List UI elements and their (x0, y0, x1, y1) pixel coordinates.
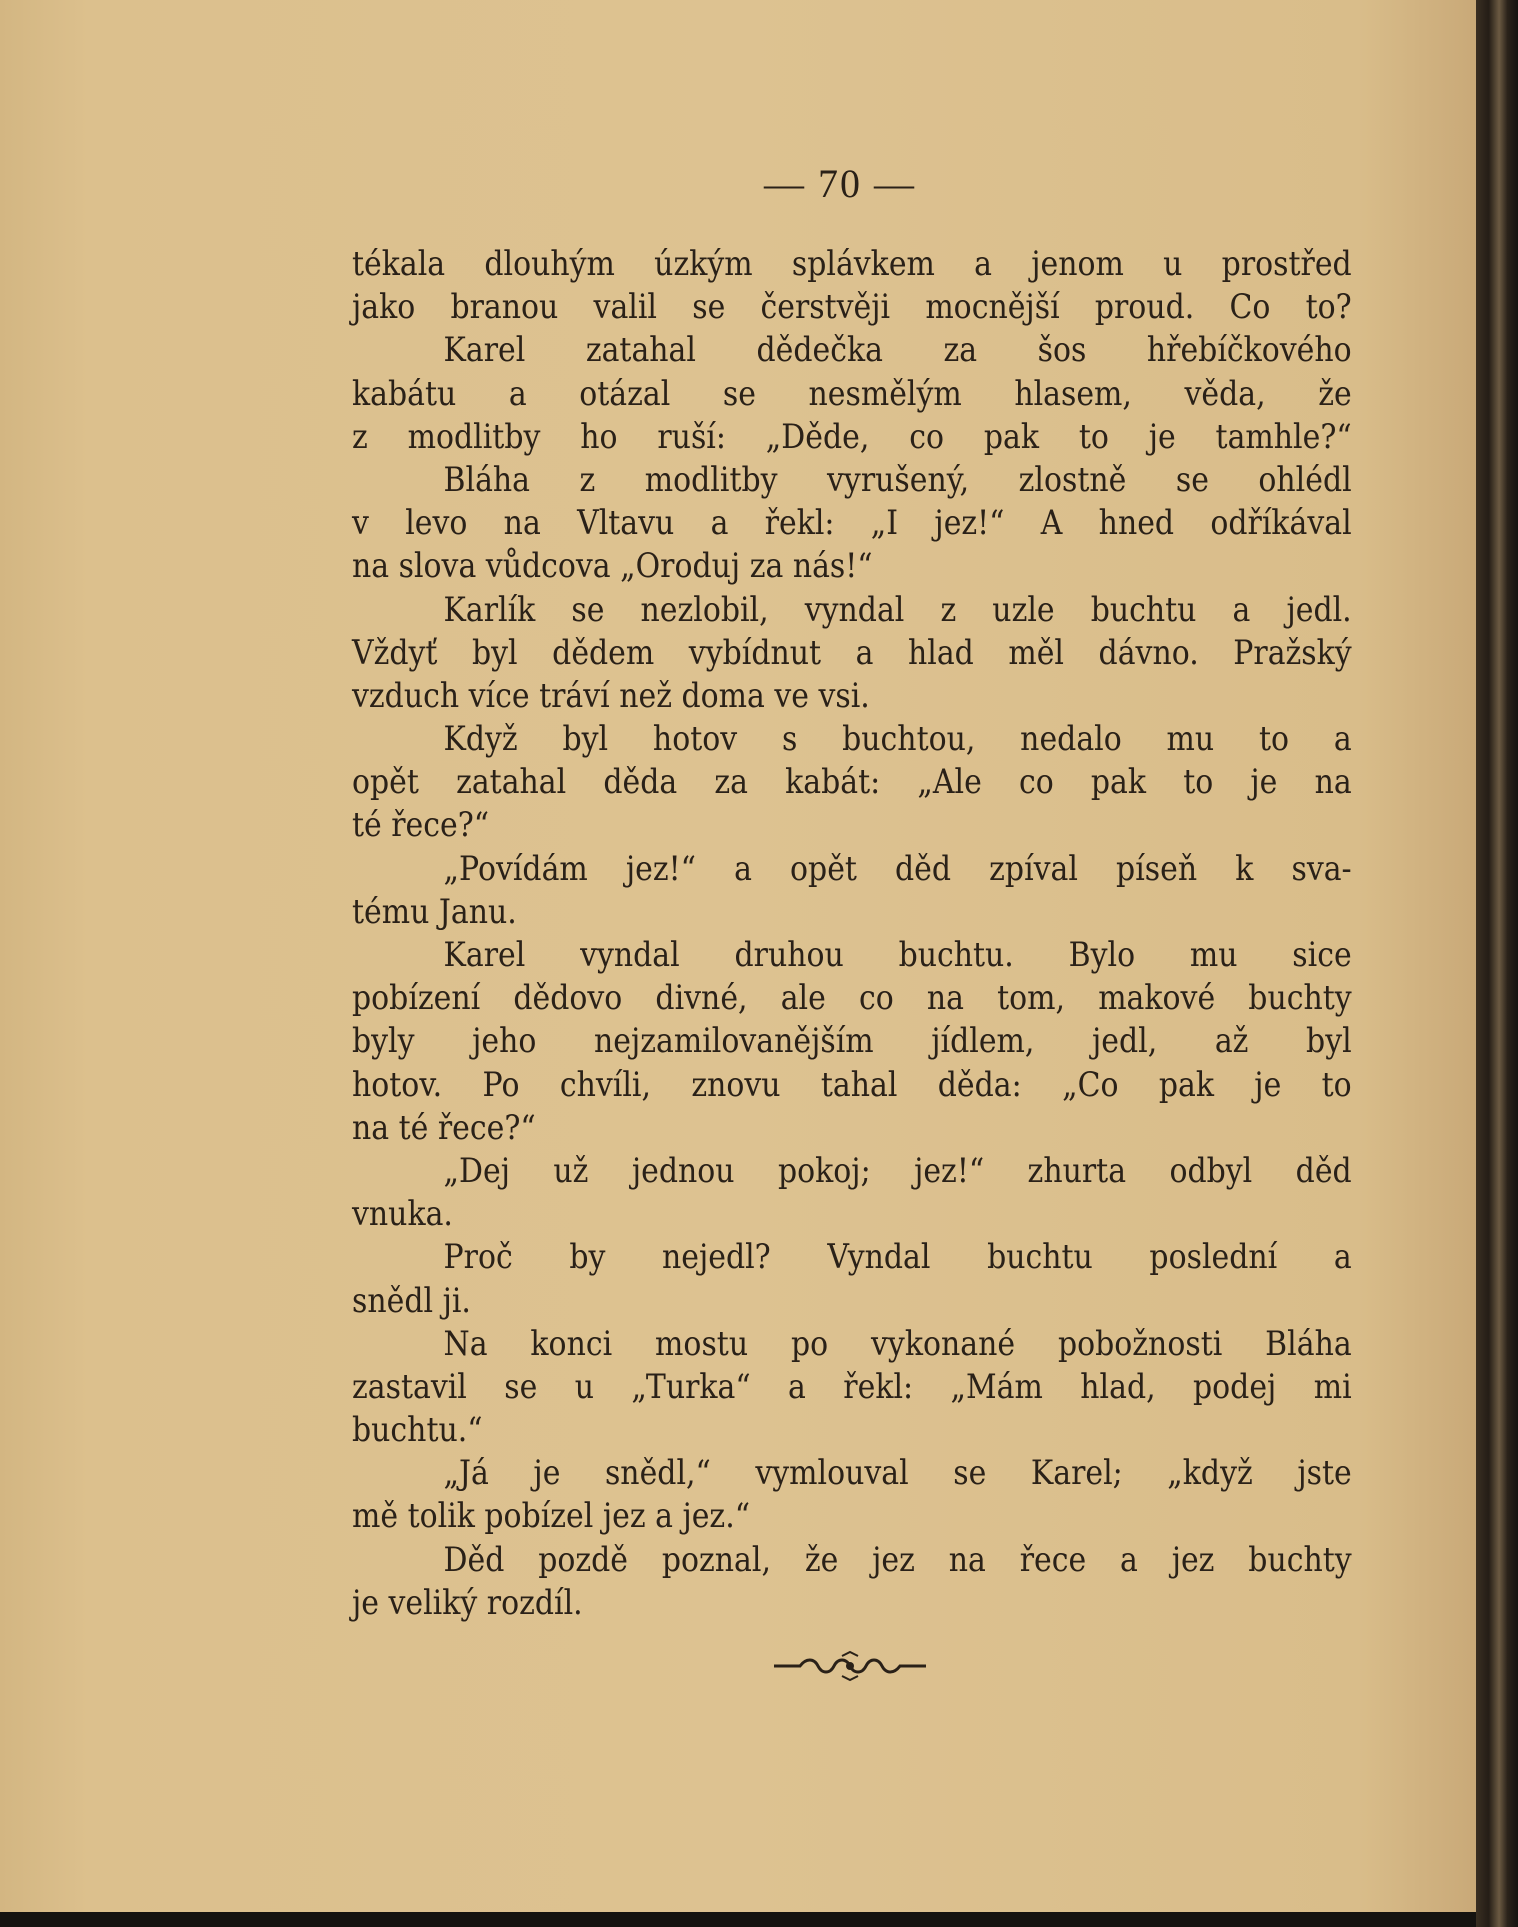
text-line: hotov. Po chvíli, znovu tahal děda: „Co pak je to (352, 1064, 1352, 1105)
text-line: na slova vůdcova „Oroduj za nás!“ (352, 546, 873, 587)
text-line: Děd pozdě poznal, že jez na řece a jez buchty (443, 1539, 1352, 1580)
text-line: „Povídám jez!“ a opět děd zpíval píseň k sva- (443, 848, 1352, 889)
text-line: opět zatahal děda za kabát: „Ale co pak to je na (352, 762, 1352, 803)
text-line: Karlík se nezlobil, vyndal z uzle buchtu a jedl. (443, 589, 1352, 630)
text-line: snědl ji. (352, 1280, 471, 1321)
page-number: — 70 — (764, 161, 916, 206)
text-line: byly jeho nejzamilovanějším jídlem, jedl, až byl (352, 1021, 1352, 1062)
text-line: Vždyť byl dědem vybídnut a hlad měl dávno. Pražský (352, 632, 1352, 673)
text-line: Bláha z modlitby vyrušený, zlostně se ohlédl (443, 459, 1352, 500)
text-line: buchtu.“ (352, 1410, 483, 1451)
text-line: „Dej už jednou pokoj; jez!“ zhurta odbyl děd (443, 1150, 1352, 1191)
text-line: zastavil se u „Turka“ a řekl: „Mám hlad, podej mi (352, 1366, 1352, 1407)
text-line: Když byl hotov s buchtou, nedalo mu to a (443, 719, 1352, 760)
text-line: Karel zatahal dědečka za šos hřebíčkového (443, 330, 1352, 371)
text-line: tému Janu. (352, 891, 517, 932)
text-line: Proč by nejedl? Vyndal buchtu poslední a (443, 1237, 1352, 1278)
body-text (352, 243, 1352, 1625)
text-line: tékala dlouhým úzkým splávkem a jenom u prostřed (352, 244, 1352, 284)
text-line: Karel vyndal druhou buchtu. Bylo mu sice (443, 935, 1352, 975)
text-line: v levo na Vltavu a řekl: „I jez!“ A hned odříkával (352, 503, 1352, 544)
text-line: vnuka. (352, 1194, 453, 1235)
text-line: na té řece?“ (352, 1107, 536, 1148)
text-line: vzduch více tráví než doma ve vsi. (352, 675, 870, 716)
text-line: pobízení dědovo divné, ale co na tom, makové buchty (352, 978, 1352, 1019)
text-line: té řece?“ (352, 805, 490, 846)
text-line: mě tolik pobízel jez a jez.“ (352, 1496, 751, 1537)
ornament-divider-icon (770, 1648, 930, 1684)
text-line: kabátu a otázal se nesmělým hlasem, věda, že (352, 373, 1352, 414)
text-line: z modlitby ho ruší: „Děde, co pak to je tamhle?“ (352, 416, 1352, 457)
text-line: „Já je snědl,“ vymlouval se Karel; „když jste (443, 1453, 1352, 1494)
text-line: je veliký rozdíl. (352, 1582, 583, 1623)
text-line: Na konci mostu po vykonané pobožnosti Bláha (443, 1323, 1352, 1364)
text-line: jako branou valil se čerstvěji mocnější proud. Co to? (352, 287, 1352, 328)
page-edge (1476, 0, 1518, 1927)
